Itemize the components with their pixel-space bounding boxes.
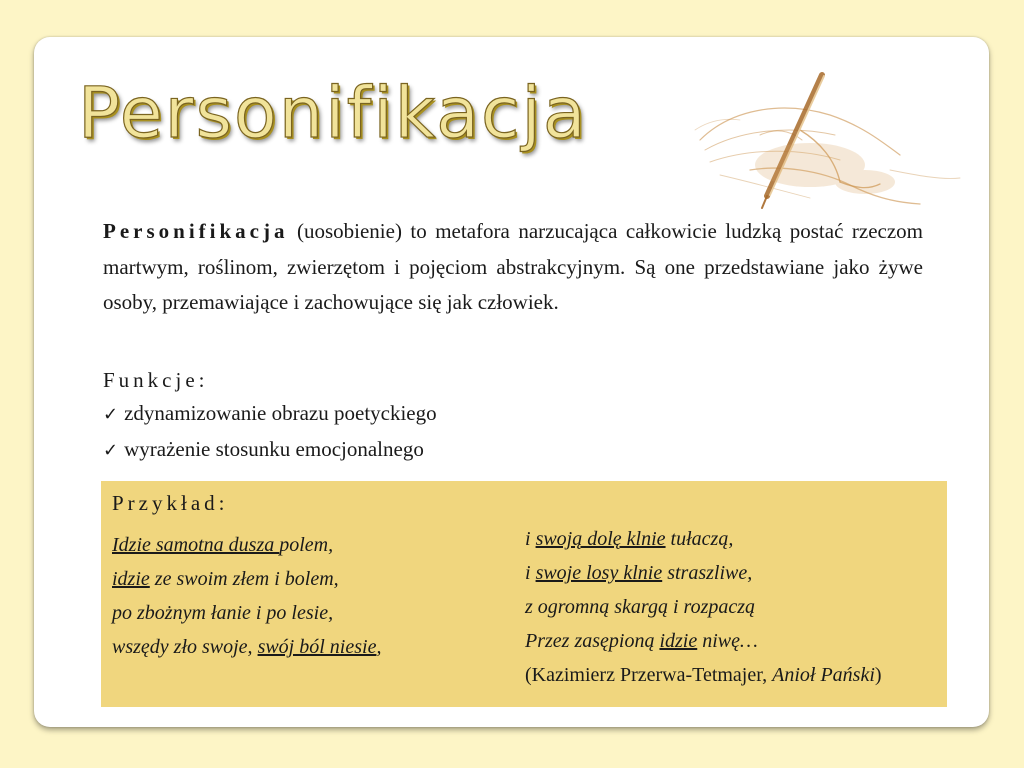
definition-term: Personifikacja — [103, 219, 289, 243]
poem-left-column — [112, 528, 381, 664]
hand-writing-illustration — [690, 70, 970, 220]
poem-fragment-underlined: idzie — [112, 568, 150, 590]
definition-text: (uosobienie) to metafora narzucająca całkowicie ludzką postać rzeczom martwym, roślinom, zwierzętom i pojęciom abstrakcyjnym. Są one przedstawiane jako żywe osoby, przemawiające i zachowujące się jak człowiek. — [103, 219, 923, 314]
function-item — [103, 396, 923, 432]
poem-line — [525, 624, 882, 658]
poem-line — [112, 630, 381, 664]
example-box — [101, 481, 947, 707]
attribution-close: ) — [874, 664, 882, 686]
poem-fragment: i — [525, 528, 536, 550]
poem-line — [525, 556, 882, 590]
function-item — [103, 432, 923, 468]
check-icon: ✓ — [103, 404, 119, 425]
poem-fragment: po zbożnym łanie i po lesie, — [112, 602, 334, 624]
poem-fragment: i — [525, 562, 536, 584]
poem-fragment: ze swoim złem i bolem, — [149, 568, 339, 590]
poem-fragment: straszliwe, — [662, 562, 753, 584]
definition-paragraph — [103, 214, 923, 321]
poem-line — [112, 562, 381, 596]
poem-fragment: wszędy zło swoje, — [112, 636, 258, 658]
poem-fragment: Przez zasępioną — [525, 630, 660, 652]
attribution-work: Anioł Pański — [772, 664, 875, 686]
page-title: Personifikacja — [78, 72, 588, 154]
poem-fragment-underlined: Idzie samotna dusza — [112, 534, 280, 556]
poem-fragment-underlined: idzie — [659, 630, 698, 652]
functions-heading: Funkcje: — [103, 368, 209, 392]
functions-section — [103, 364, 923, 468]
example-heading: Przykład: — [112, 491, 229, 515]
check-icon: ✓ — [103, 440, 119, 461]
poem-fragment: polem, — [279, 534, 334, 556]
poem-line — [112, 528, 381, 562]
poem-fragment: tułaczą, — [665, 528, 734, 550]
poem-attribution — [525, 658, 882, 692]
poem-fragment-underlined: swój ból niesie — [257, 636, 377, 658]
poem-line — [525, 590, 882, 624]
poem-right-column — [525, 522, 882, 692]
poem-line — [112, 596, 381, 630]
function-item-text: zdynamizowanie obrazu poetyckiego — [124, 401, 437, 425]
poem-fragment: niwę… — [697, 630, 758, 652]
attribution-author: (Kazimierz Przerwa-Tetmajer, — [525, 664, 773, 686]
poem-fragment: z ogromną skargą i rozpaczą — [525, 596, 756, 618]
poem-line — [525, 522, 882, 556]
function-item-text: wyrażenie stosunku emocjonalnego — [124, 437, 424, 461]
poem-fragment-underlined: swoją dolę klnie — [535, 528, 666, 550]
poem-fragment: , — [376, 636, 382, 658]
poem-fragment-underlined: swoje losy klnie — [535, 562, 663, 584]
